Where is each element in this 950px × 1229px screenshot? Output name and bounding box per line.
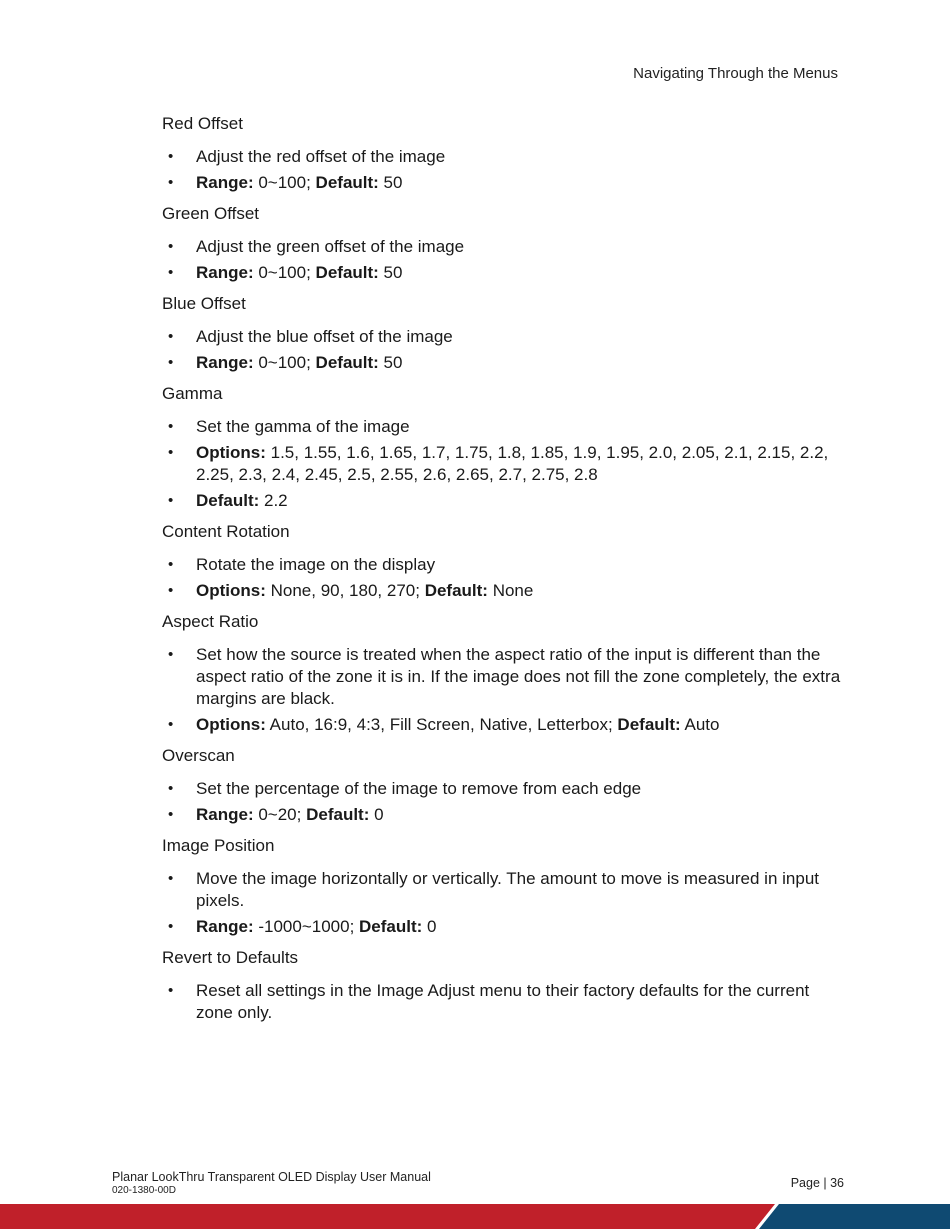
bullet-item bbox=[162, 236, 842, 258]
bullet-text: Adjust the green offset of the image bbox=[196, 237, 465, 256]
bullet-item bbox=[162, 146, 842, 168]
footer-document-info bbox=[112, 1170, 431, 1196]
bullet-value: 0~20; bbox=[253, 805, 307, 824]
bullet-value: Auto bbox=[680, 715, 720, 734]
bullet-value: -1000~1000; bbox=[253, 917, 360, 936]
bullet-list bbox=[162, 236, 842, 284]
bullet-label: Range: bbox=[196, 263, 254, 282]
bullet-icon: • bbox=[168, 716, 174, 733]
footer-document-code: 020-1380-00D bbox=[112, 1185, 176, 1196]
bullet-item bbox=[162, 442, 842, 486]
bullet-icon: • bbox=[168, 148, 174, 165]
footer-blue-band bbox=[759, 1204, 950, 1229]
bullet-icon: • bbox=[168, 870, 174, 887]
bullet-item bbox=[162, 262, 842, 284]
footer-manual-title: Planar LookThru Transparent OLED Display User Manual bbox=[112, 1170, 431, 1184]
section-heading: Blue Offset bbox=[162, 294, 246, 313]
section-heading: Overscan bbox=[162, 746, 235, 765]
bullet-label: Default: bbox=[196, 491, 260, 510]
bullet-list bbox=[162, 778, 842, 826]
bullet-value: 0~100; bbox=[253, 263, 316, 282]
bullet-item bbox=[162, 804, 842, 826]
bullet-text: Set the percentage of the image to remove from each edge bbox=[196, 779, 642, 798]
bullet-label: Default: bbox=[315, 173, 379, 192]
bullet-item bbox=[162, 580, 842, 602]
bullet-item bbox=[162, 714, 842, 736]
bullet-value: 50 bbox=[378, 173, 403, 192]
bullet-label: Default: bbox=[617, 715, 681, 734]
bullet-label: Range: bbox=[196, 805, 254, 824]
bullet-value: None bbox=[487, 581, 534, 600]
bullet-label: Default: bbox=[424, 581, 488, 600]
bullet-value: None, 90, 180, 270; bbox=[265, 581, 425, 600]
bullet-label: Options: bbox=[196, 715, 266, 734]
bullet-item bbox=[162, 352, 842, 374]
bullet-icon: • bbox=[168, 646, 174, 663]
bullet-list bbox=[162, 326, 842, 374]
bullet-list bbox=[162, 146, 842, 194]
bullet-icon: • bbox=[168, 354, 174, 371]
bullet-value: 2.2 bbox=[259, 491, 288, 510]
bullet-text: Set how the source is treated when the aspect ratio of the input is different than the aspect ratio of the zone it is in. If the image does not fill the zone completely, the extra margins are black. bbox=[196, 645, 841, 708]
bullet-icon: • bbox=[168, 444, 174, 461]
bullet-item bbox=[162, 554, 842, 576]
section-heading: Revert to Defaults bbox=[162, 948, 299, 967]
bullet-icon: • bbox=[168, 328, 174, 345]
bullet-icon: • bbox=[168, 806, 174, 823]
bullet-value: 0~100; bbox=[253, 353, 316, 372]
section-heading: Image Position bbox=[162, 836, 275, 855]
bullet-item bbox=[162, 416, 842, 438]
bullet-label: Range: bbox=[196, 353, 254, 372]
bullet-label: Default: bbox=[359, 917, 423, 936]
bullet-value: 0 bbox=[422, 917, 437, 936]
bullet-item bbox=[162, 490, 842, 512]
section-heading: Red Offset bbox=[162, 114, 243, 133]
bullet-item bbox=[162, 778, 842, 800]
running-header: Navigating Through the Menus bbox=[633, 65, 838, 82]
page-number: Page | 36 bbox=[790, 1176, 844, 1190]
bullet-label: Default: bbox=[306, 805, 370, 824]
document-body bbox=[162, 113, 842, 1033]
section-heading: Green Offset bbox=[162, 204, 260, 223]
bullet-value: 0 bbox=[369, 805, 384, 824]
bullet-value: Auto, 16:9, 4:3, Fill Screen, Native, Letterbox; bbox=[265, 715, 618, 734]
footer-color-band bbox=[0, 1204, 950, 1229]
bullet-list bbox=[162, 980, 842, 1024]
bullet-text: Rotate the image on the display bbox=[196, 555, 436, 574]
bullet-label: Default: bbox=[315, 263, 379, 282]
bullet-icon: • bbox=[168, 556, 174, 573]
bullet-icon: • bbox=[168, 918, 174, 935]
bullet-item bbox=[162, 868, 842, 912]
bullet-item bbox=[162, 916, 842, 938]
bullet-label: Range: bbox=[196, 173, 254, 192]
bullet-icon: • bbox=[168, 780, 174, 797]
bullet-list bbox=[162, 868, 842, 938]
bullet-value: 0~100; bbox=[253, 173, 316, 192]
bullet-label: Options: bbox=[196, 581, 266, 600]
bullet-label: Default: bbox=[315, 353, 379, 372]
bullet-text: Adjust the red offset of the image bbox=[196, 147, 446, 166]
bullet-item bbox=[162, 172, 842, 194]
bullet-value: 50 bbox=[378, 353, 403, 372]
section-heading: Gamma bbox=[162, 384, 223, 403]
bullet-text: Adjust the blue offset of the image bbox=[196, 327, 453, 346]
bullet-icon: • bbox=[168, 174, 174, 191]
bullet-icon: • bbox=[168, 418, 174, 435]
bullet-icon: • bbox=[168, 264, 174, 281]
bullet-icon: • bbox=[168, 492, 174, 509]
bullet-text: Reset all settings in the Image Adjust menu to their factory defaults for the current zone only. bbox=[196, 981, 810, 1022]
section-heading: Content Rotation bbox=[162, 522, 290, 541]
bullet-value: 1.5, 1.55, 1.6, 1.65, 1.7, 1.75, 1.8, 1.85, 1.9, 1.95, 2.0, 2.05, 2.1, 2.15, 2.2, 2.25, 2.3, 2.4, 2.45, 2.5, 2.55, 2.6, 2.65, 2.7, 2.75, 2.8 bbox=[196, 443, 833, 484]
bullet-item bbox=[162, 980, 842, 1024]
bullet-value: 50 bbox=[378, 263, 403, 282]
bullet-text: Set the gamma of the image bbox=[196, 417, 410, 436]
footer-red-band bbox=[0, 1204, 775, 1229]
bullet-icon: • bbox=[168, 982, 174, 999]
bullet-item bbox=[162, 326, 842, 348]
bullet-list bbox=[162, 416, 842, 512]
bullet-item bbox=[162, 644, 842, 710]
bullet-label: Range: bbox=[196, 917, 254, 936]
section-heading: Aspect Ratio bbox=[162, 612, 259, 631]
bullet-list bbox=[162, 644, 842, 736]
bullet-icon: • bbox=[168, 582, 174, 599]
bullet-text: Move the image horizontally or vertically. The amount to move is measured in input pixels. bbox=[196, 869, 819, 910]
bullet-list bbox=[162, 554, 842, 602]
bullet-label: Options: bbox=[196, 443, 266, 462]
bullet-icon: • bbox=[168, 238, 174, 255]
